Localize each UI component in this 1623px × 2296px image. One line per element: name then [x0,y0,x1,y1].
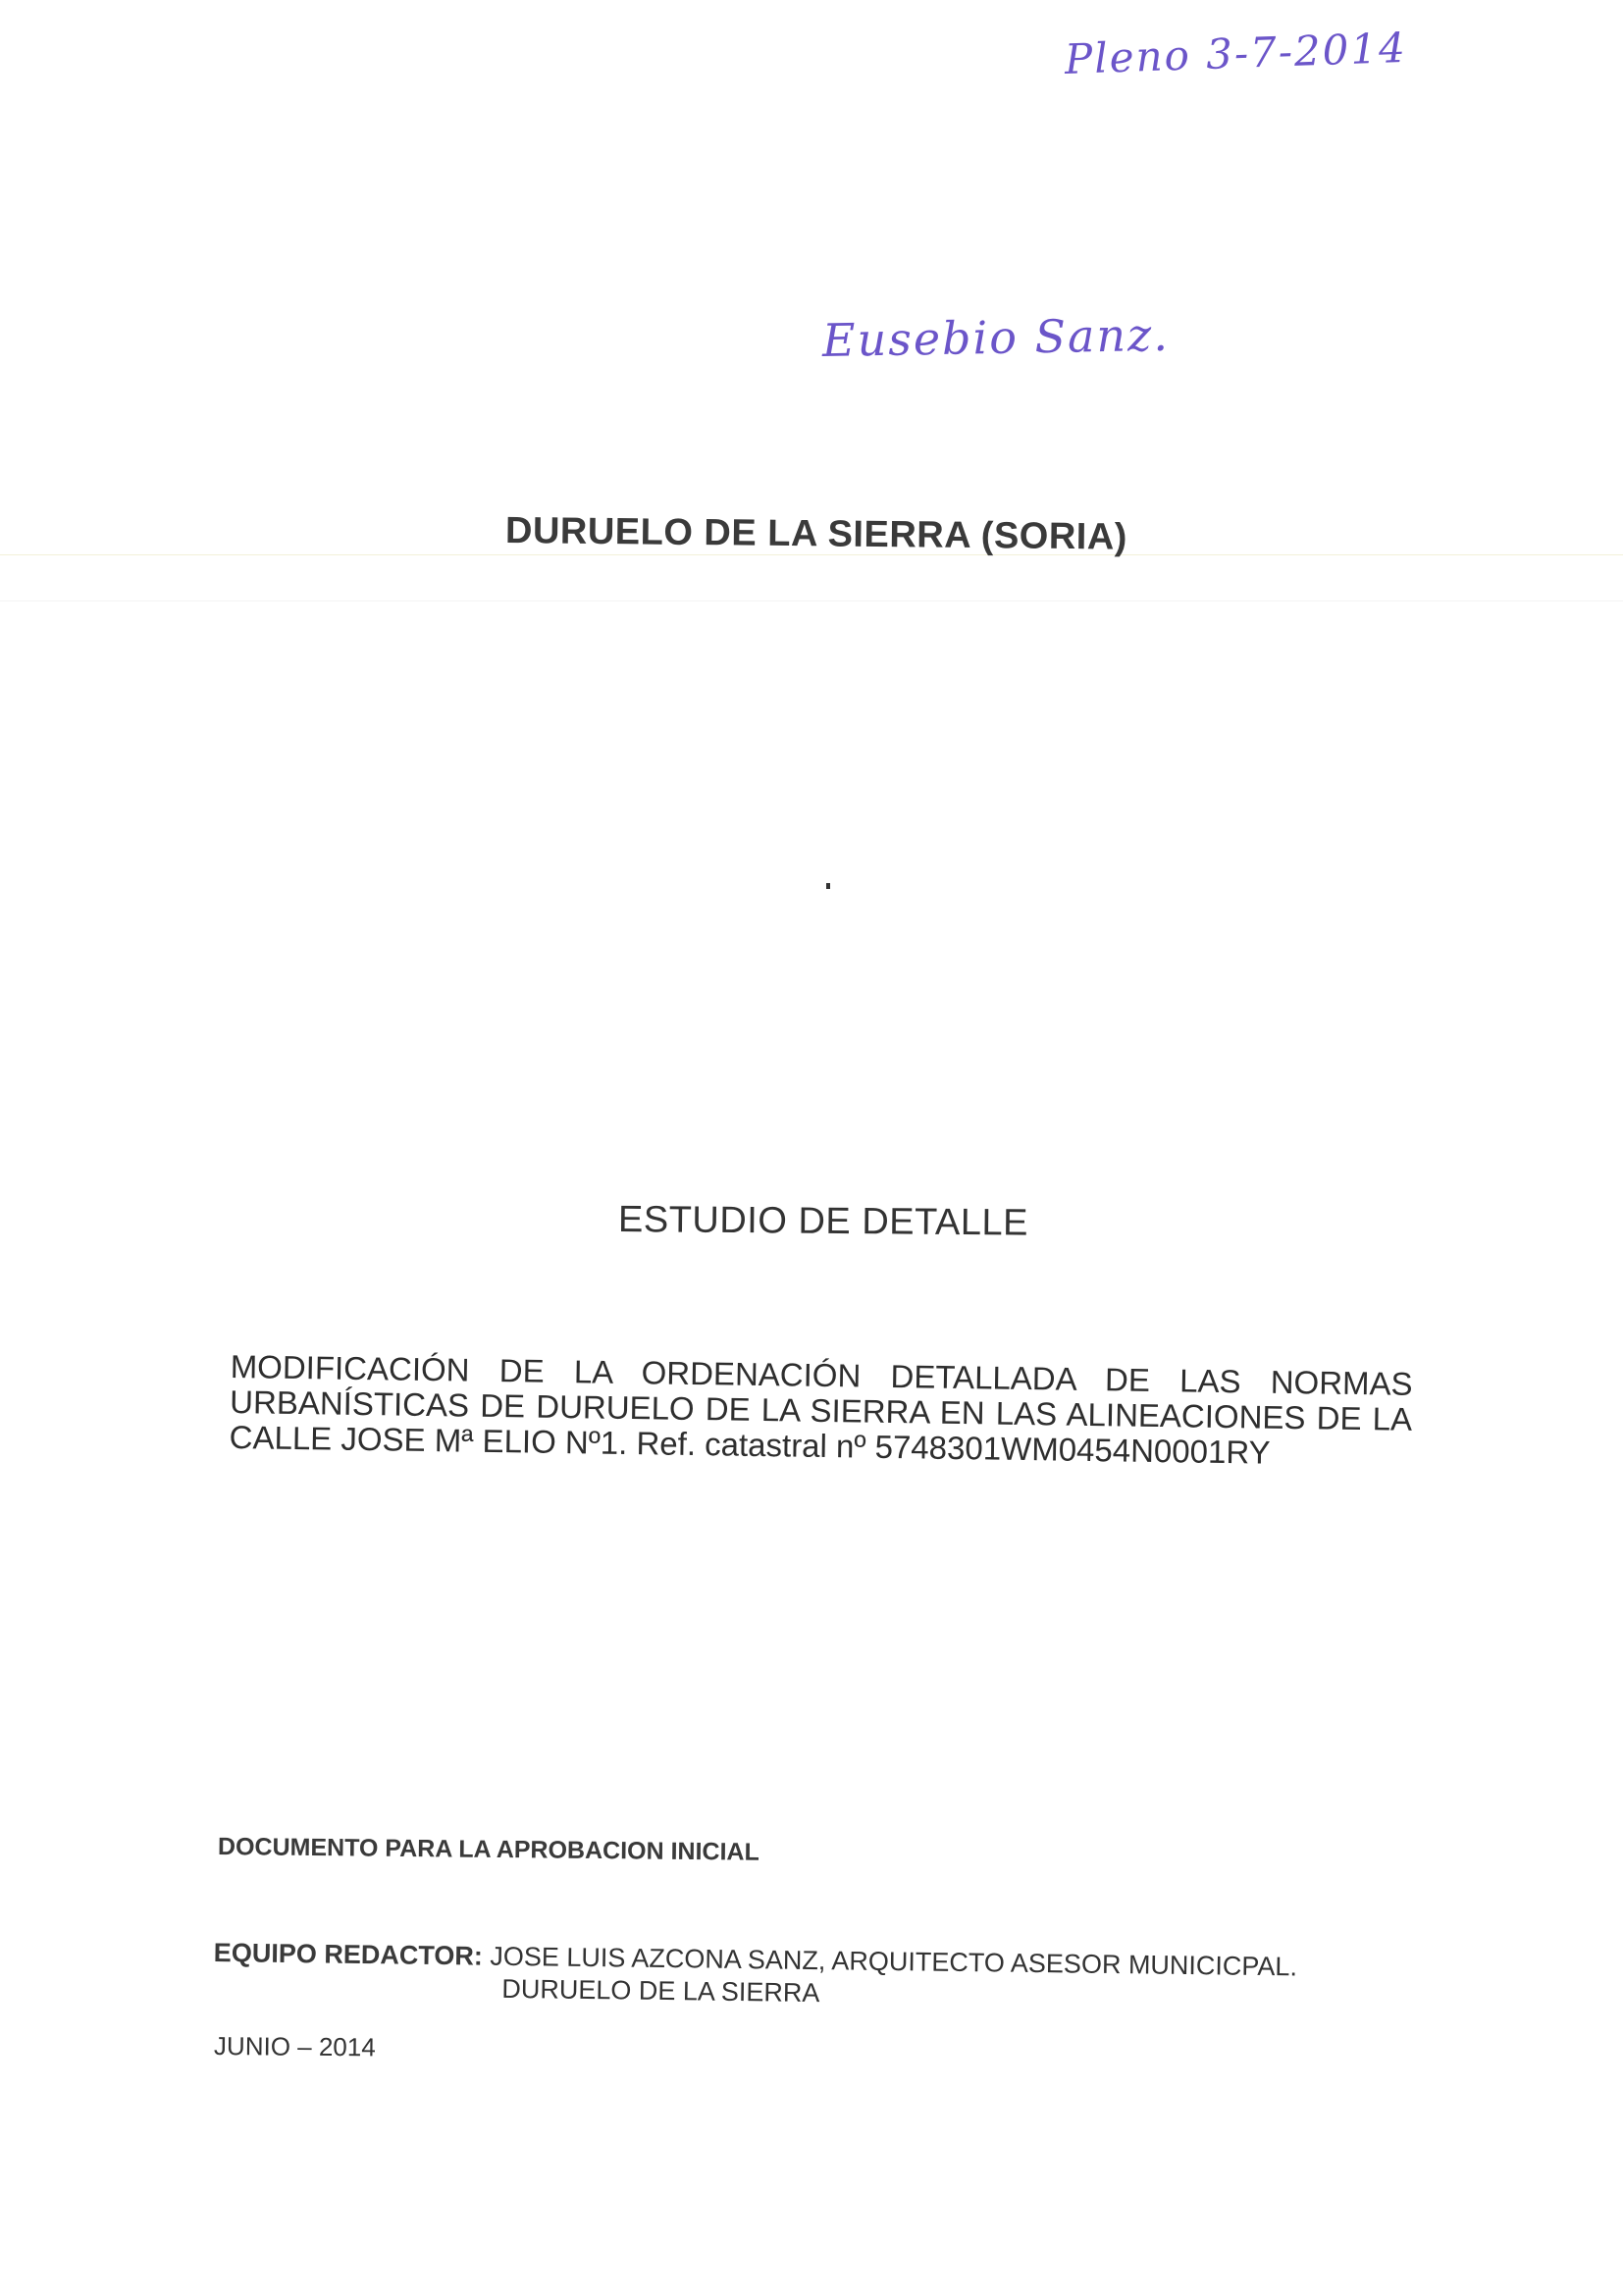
scan-artifact-line [0,600,1623,601]
drafting-team-label: EQUIPO REDACTOR: [213,1938,484,1971]
drafting-team [213,1938,1297,2014]
handwritten-name: Eusebio Sanz. [821,307,1171,367]
drafting-team-member: JOSE LUIS AZCONA SANZ, ARQUITECTO ASESOR MUNICICPAL. [490,1941,1298,1982]
approval-stage: DOCUMENTO PARA LA APROBACION INICIAL [217,1833,759,1866]
location-title: DURUELO DE LA SIERRA (SORIA) [504,510,1128,558]
document-type-title: ESTUDIO DE DETALLE [617,1199,1029,1244]
drafting-team-location: DURUELO DE LA SIERRA [501,1973,820,2009]
handwritten-plenary-date: Pleno 3-7-2014 [1064,23,1408,83]
modification-description: MODIFICACIÓN DE LA ORDENACIÓN DETALLADA DE LAS NORMAS URBANÍSTICAS DE DURUELO DE LA SIERRA EN LAS ALINEACIONES DE LA CALLE JOSE Mª ELIO Nº1. Ref. catastral nº 5748301WM0454N0001RY [229,1348,1413,1471]
scan-speck [826,883,830,889]
document-date: JUNIO – 2014 [213,2031,376,2062]
